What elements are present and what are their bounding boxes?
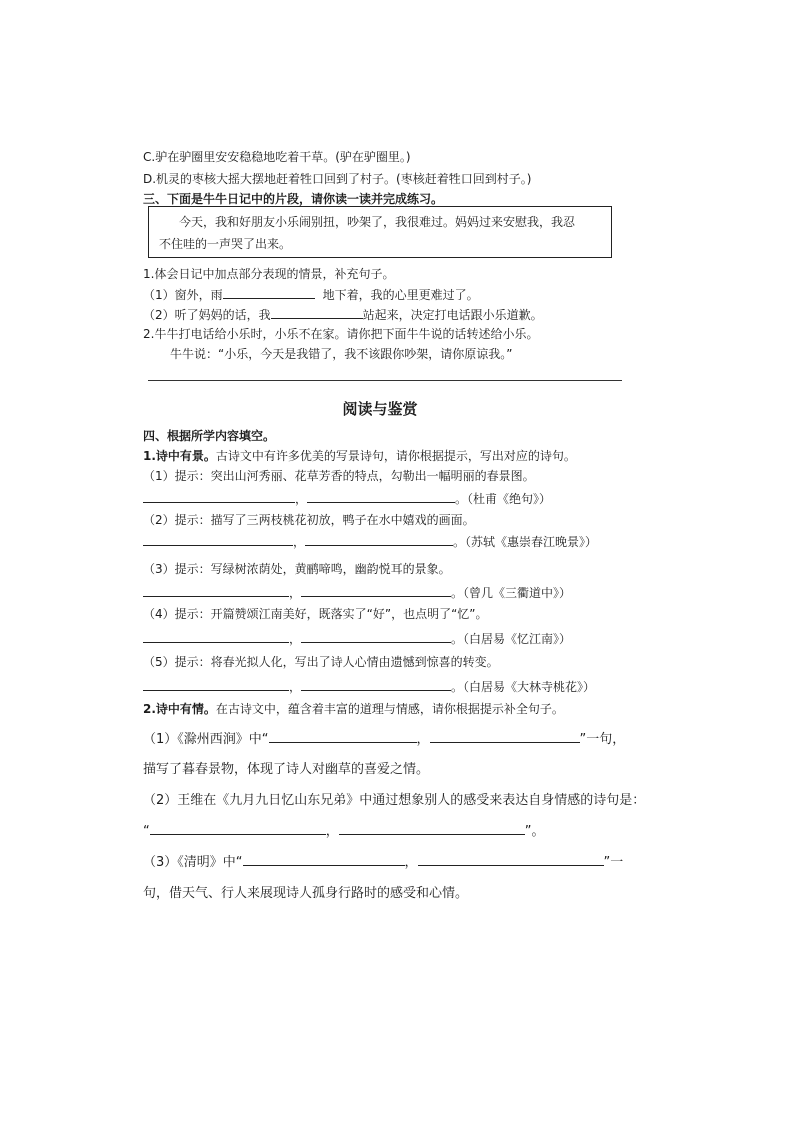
comma: ， <box>404 855 418 870</box>
p2-2-blank-a[interactable] <box>150 822 326 835</box>
q1-1-suffix: 地下着，我的心里更难过了。 <box>322 288 479 302</box>
q2-instruction: 2.牛牛打电话给小乐时，小乐不在家。请你把下面牛牛说的话转述给小乐。 <box>143 327 539 341</box>
hint-1: （1）提示：突出山河秀丽、花草芳香的特点，勾勒出一幅明丽的春景图。 <box>143 469 535 483</box>
hint-4-answer <box>143 630 571 647</box>
p2-3 <box>143 853 623 872</box>
hint-2-answer <box>143 533 597 550</box>
hint-4-blank-b[interactable] <box>301 630 451 643</box>
hint-3-answer <box>143 584 571 601</box>
answer-line[interactable] <box>148 380 622 381</box>
q1-2-suffix: 站起来，决定打电话跟小乐道歉。 <box>362 308 543 322</box>
diary-line-1: 今天，我和好朋友小乐闹别扭，吵架了，我很难过。妈妈过来安慰我，我忍 <box>179 215 576 229</box>
p2-3-blank-b[interactable] <box>418 853 604 866</box>
p2-3-line2: 句，借天气、行人来展现诗人孤身行路时的感受和心情。 <box>143 886 469 901</box>
p2-2-line1: （2）王维在《九月九日忆山东兄弟》中通过想象别人的感受来表达自身情感的诗句是： <box>143 793 646 808</box>
part2-title: 2.诗中有情。 <box>143 702 216 716</box>
hint-2-blank-b[interactable] <box>305 533 453 546</box>
p2-1-blank-b[interactable] <box>430 730 580 743</box>
hint-1-blank-b[interactable] <box>307 490 455 503</box>
option-d: D.机灵的枣核大摇大摆地赶着牲口回到了村子。(枣核赶着牲口回到村子。) <box>143 172 532 186</box>
q1-instruction: 1.体会日记中加点部分表现的情景，补充句子。 <box>143 267 395 281</box>
reading-heading: 阅读与鉴赏 <box>342 400 418 418</box>
q1-1-prefix: （1）窗外，雨 <box>143 288 223 302</box>
hint-1-answer <box>143 490 551 507</box>
part1-title: 1.诗中有景。 <box>143 449 216 463</box>
p2-3-blank-a[interactable] <box>243 853 405 866</box>
p2-3-prefix: （3）《清明》中“ <box>143 855 243 870</box>
hint-5: （5）提示：将春光拟人化，写出了诗人心情由遗憾到惊喜的转变。 <box>143 655 499 669</box>
comma: ， <box>295 492 308 506</box>
p2-1-prefix: （1）《滁州西涧》中“ <box>143 732 269 747</box>
hint-2-blank-a[interactable] <box>143 533 293 546</box>
hint-3-blank-a[interactable] <box>143 584 289 597</box>
option-c: C.驴在驴圈里安安稳稳地吃着干草。(驴在驴圈里。) <box>143 150 411 164</box>
hint-4: （4）提示：开篇赞颂江南美好，既落实了“好”，也点明了“忆”。 <box>143 607 488 621</box>
q1-1-blank[interactable] <box>223 286 315 299</box>
diary-line-2: 不住哇的一声哭了出来。 <box>159 237 292 251</box>
comma: ， <box>289 586 302 600</box>
part1-desc: 古诗文中有许多优美的写景诗句，请你根据提示，写出对应的诗句。 <box>215 449 576 463</box>
hint-3-blank-b[interactable] <box>301 584 451 597</box>
hint-4-source: 。（白居易《忆江南》） <box>451 632 572 646</box>
p2-2-answer <box>143 822 545 841</box>
part1-intro <box>143 448 576 464</box>
comma: ， <box>289 680 302 694</box>
part2-desc: 在古诗文中，蕴含着丰富的道理与情感，请你根据提示补全句子。 <box>215 702 564 716</box>
comma: ， <box>325 824 339 839</box>
hint-5-answer <box>143 678 595 695</box>
q1-2-prefix: （2）听了妈妈的话，我 <box>143 308 271 322</box>
q1-1 <box>143 286 479 303</box>
part2-intro <box>143 701 564 717</box>
q1-2-blank[interactable] <box>271 306 363 319</box>
hint-5-blank-a[interactable] <box>143 678 289 691</box>
diary-box <box>148 206 612 258</box>
niuniu-said: 牛牛说：“小乐，今天是我错了，我不该跟你吵架，请你原谅我。” <box>170 347 513 361</box>
comma: ， <box>416 732 430 747</box>
q1-2 <box>143 306 543 323</box>
hint-2: （2）提示：描写了三两枝桃花初放，鸭子在水中嬉戏的画面。 <box>143 513 475 527</box>
section3-title: 三、下面是牛牛日记中的片段，请你读一读并完成练习。 <box>143 192 444 206</box>
hint-1-source: 。（杜甫《绝句》） <box>455 492 552 506</box>
hint-5-source: 。（白居易《大林寺桃花》） <box>451 680 596 694</box>
p2-1 <box>143 730 625 749</box>
p2-1-suffix: ”一句， <box>579 732 626 747</box>
close-quote: ”。 <box>524 824 545 839</box>
p2-1-line2: 描写了暮春景物，体现了诗人对幽草的喜爱之情。 <box>143 762 430 777</box>
hint-3-source: 。（曾几《三衢道中》） <box>451 586 572 600</box>
hint-2-source: 。（苏轼《惠崇春江晚景》） <box>453 535 598 549</box>
p2-2-blank-b[interactable] <box>339 822 525 835</box>
hint-4-blank-a[interactable] <box>143 630 289 643</box>
open-quote: “ <box>143 824 150 839</box>
hint-1-blank-a[interactable] <box>143 490 295 503</box>
comma: ， <box>293 535 306 549</box>
hint-5-blank-b[interactable] <box>301 678 451 691</box>
section4-title: 四、根据所学内容填空。 <box>143 429 276 443</box>
hint-3: （3）提示：写绿树浓荫处，黄鹂啼鸣，幽韵悦耳的景象。 <box>143 562 451 576</box>
p2-3-suffix: ”一 <box>603 855 624 870</box>
comma: ， <box>289 632 302 646</box>
p2-1-blank-a[interactable] <box>269 730 417 743</box>
